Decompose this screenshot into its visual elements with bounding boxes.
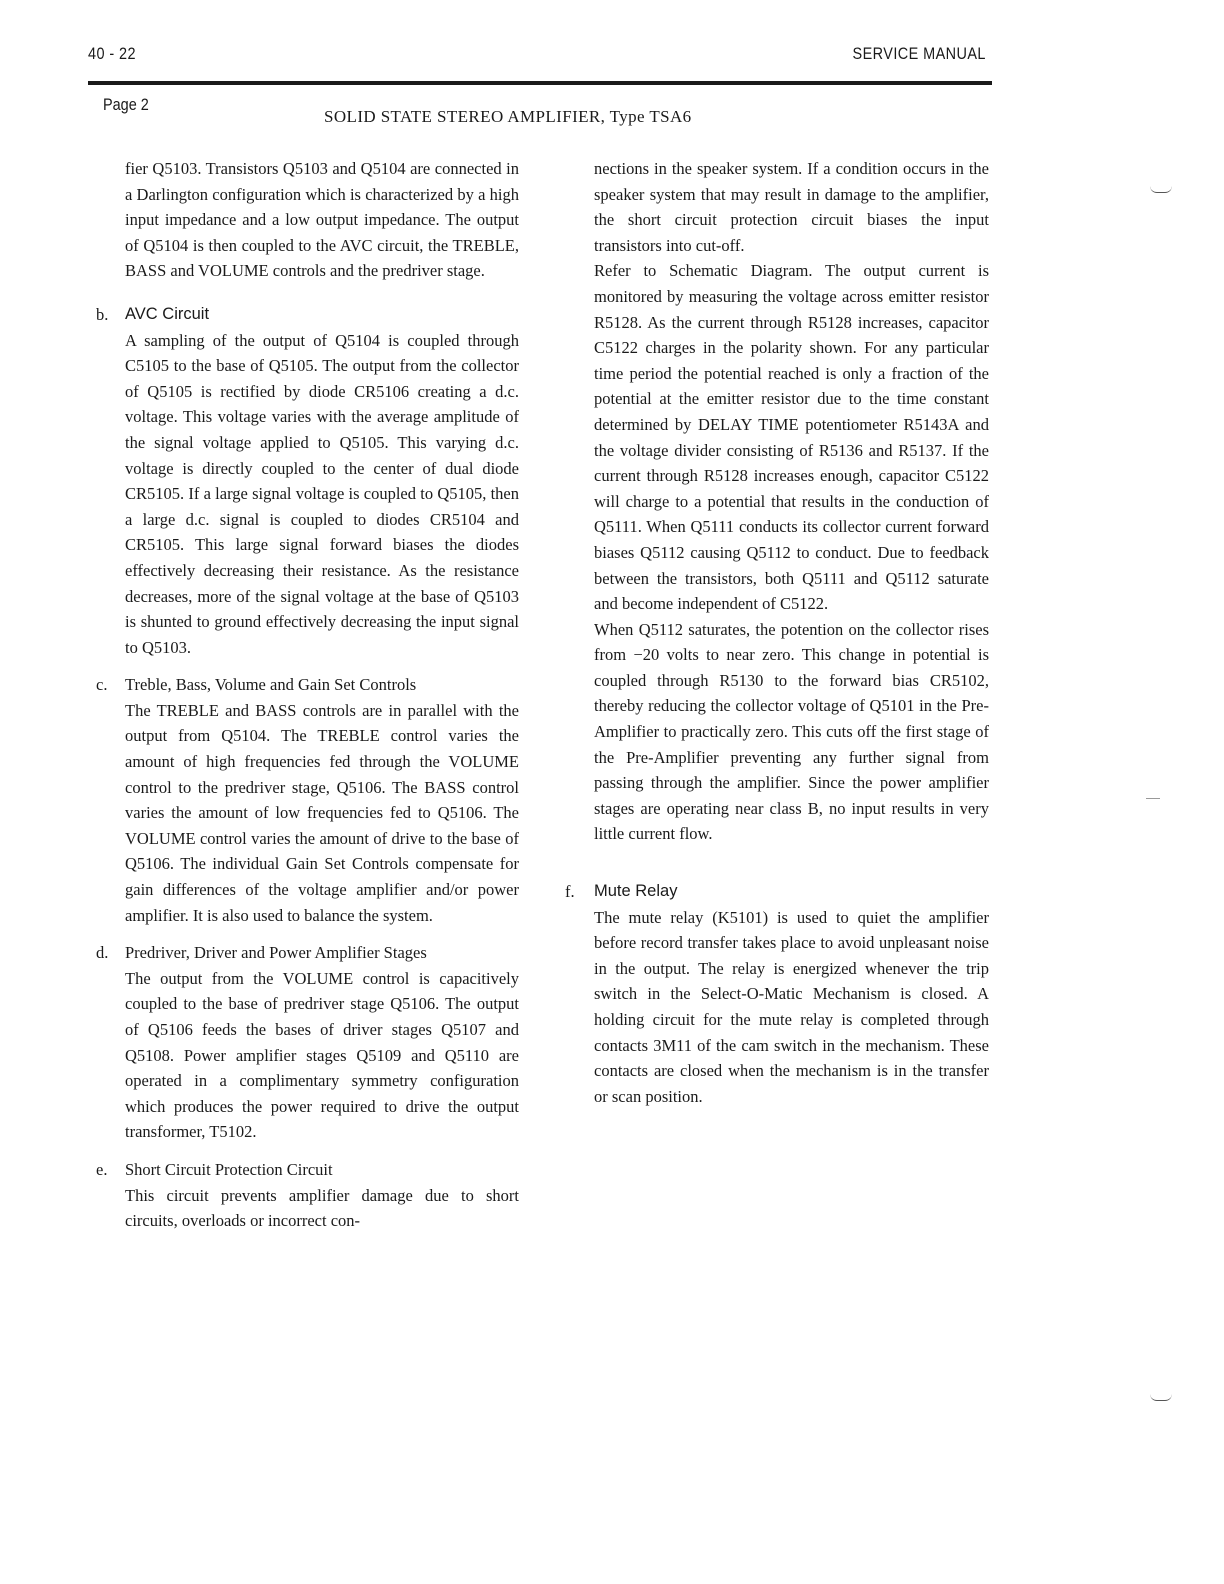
section-label: c. bbox=[96, 675, 108, 695]
section-c bbox=[96, 672, 519, 928]
section-body: This circuit prevents amplifier damage due to short circuits, overloads or incorrect con- bbox=[125, 1185, 519, 1231]
section-heading: Treble, Bass, Volume and Gain Set Controls bbox=[125, 675, 417, 695]
document-title: SOLID STATE STEREO AMPLIFIER, Type TSA6 bbox=[324, 107, 692, 126]
margin-mark bbox=[1146, 798, 1160, 799]
section-d bbox=[96, 940, 519, 1145]
section-label: b. bbox=[96, 304, 109, 324]
schematic-paragraph: Refer to Schematic Diagram. The output current is monitored by measuring the voltage across emitter resistor R5128. As the current through R5128 increases, capacitor C5122 charges in the polarity shown. For any particular time period the potential reached is only a fraction of the potential at the emitter resistor due to the time constant determined by DELAY TIME potentiometer R5143A and the voltage divider consisting of R5136 and R5137. If the current through R5128 increases enough, capacitor C5122 will charge to a potential that results in the conduction of Q5111. When Q5111 conducts its collector current forward biases Q5112 causing Q5112 to conduct. Due to feedback between the transistors, both Q5111 and Q5112 saturate and become independent of C5122. bbox=[594, 261, 989, 614]
section-e bbox=[96, 1157, 519, 1234]
right-column bbox=[565, 156, 989, 1109]
section-body: The mute relay (K5101) is used to quiet the amplifier before record transfer takes place to avoid unpleasant noise in the output. The relay is energized whenever the trip switch in the Select-O-Matic Mechanism is closed. A holding circuit for the mute relay is completed through contacts 3M11 of the cam switch in the mechanism. These contacts are closed when the mechanism is in the transfer or scan position. bbox=[594, 907, 989, 1106]
section-b bbox=[96, 302, 519, 660]
section-f bbox=[565, 879, 989, 1109]
manual-title: SERVICE MANUAL bbox=[852, 44, 986, 63]
intro-paragraph: fier Q5103. Transistors Q5103 and Q5104 are connected in a Darlington configuration which is characterized by a high input impedance and a low output impedance. The output of Q5104 is then coupled to the AVC circuit, the TREBLE, BASS and VOLUME controls and the predriver stage. bbox=[125, 159, 519, 281]
left-column bbox=[96, 156, 519, 1234]
section-label: e. bbox=[96, 1159, 108, 1179]
section-heading: Short Circuit Protection Circuit bbox=[125, 1159, 333, 1179]
margin-mark bbox=[1150, 186, 1172, 193]
section-heading: AVC Circuit bbox=[125, 304, 210, 323]
section-body: The output from the VOLUME control is capacitively coupled to the base of predriver stage Q5106. The output of Q5106 feeds the bases of driver stages Q5107 and Q5108. Power amplifier stages Q5109 and Q5110 are operated in a complimentary symmetry configuration which produces the power required to drive the output transformer, T5102. bbox=[125, 968, 519, 1142]
header-rule bbox=[88, 81, 992, 85]
saturation-paragraph: When Q5112 saturates, the potention on the collector rises from −20 volts to near zero. This change in potential is coupled through R5130 to the forward bias CR5102, thereby reducing the collector voltage of Q5101 in the Pre-Amplifier to practically zero. This cuts off the first stage of the Pre-Amplifier preventing any further signal from passing through the amplifier. Since the power amplifier stages are operating near class B, no input results in very little current flow. bbox=[594, 619, 989, 844]
section-label: f. bbox=[565, 882, 575, 902]
page-label: Page 2 bbox=[103, 95, 149, 114]
section-body: A sampling of the output of Q5104 is coupled through C5105 to the base of Q5105. The output from the collector of Q5105 is rectified by diode CR5106 creating a d.c. voltage. This voltage varies with the average amplitude of the signal voltage applied to Q5105. This varying d.c. voltage is directly coupled to the center of dual diode CR5105. If a large signal voltage is coupled to Q5105, then a large d.c. signal is coupled to diodes CR5104 and CR5105. This large signal forward biases the diodes effectively decreasing their resistance. As the resistance decreases, more of the signal voltage at the base of Q5103 is shunted to ground effectively decreasing the input signal to Q5103. bbox=[125, 330, 519, 657]
section-heading: Mute Relay bbox=[594, 882, 678, 901]
continuation-paragraph: nections in the speaker system. If a condition occurs in the speaker system that may result in damage to the amplifier, the short circuit protection circuit biases the input transistors into cut-off. bbox=[594, 159, 989, 255]
section-body: The TREBLE and BASS controls are in parallel with the output from Q5104. The TREBLE control varies the amount of high frequencies fed through the VOLUME control to the predriver stage, Q5106. The BASS control varies the amount of low frequencies fed to Q5106. The VOLUME control varies the amount of drive to the base of Q5106. The individual Gain Set Controls compensate for gain differences of the voltage amplifier and/or power amplifier. It is also used to balance the system. bbox=[125, 700, 519, 925]
margin-mark bbox=[1150, 1394, 1172, 1401]
section-number: 40 - 22 bbox=[88, 44, 136, 63]
section-label: d. bbox=[96, 943, 109, 963]
section-heading: Predriver, Driver and Power Amplifier Stages bbox=[125, 943, 427, 963]
